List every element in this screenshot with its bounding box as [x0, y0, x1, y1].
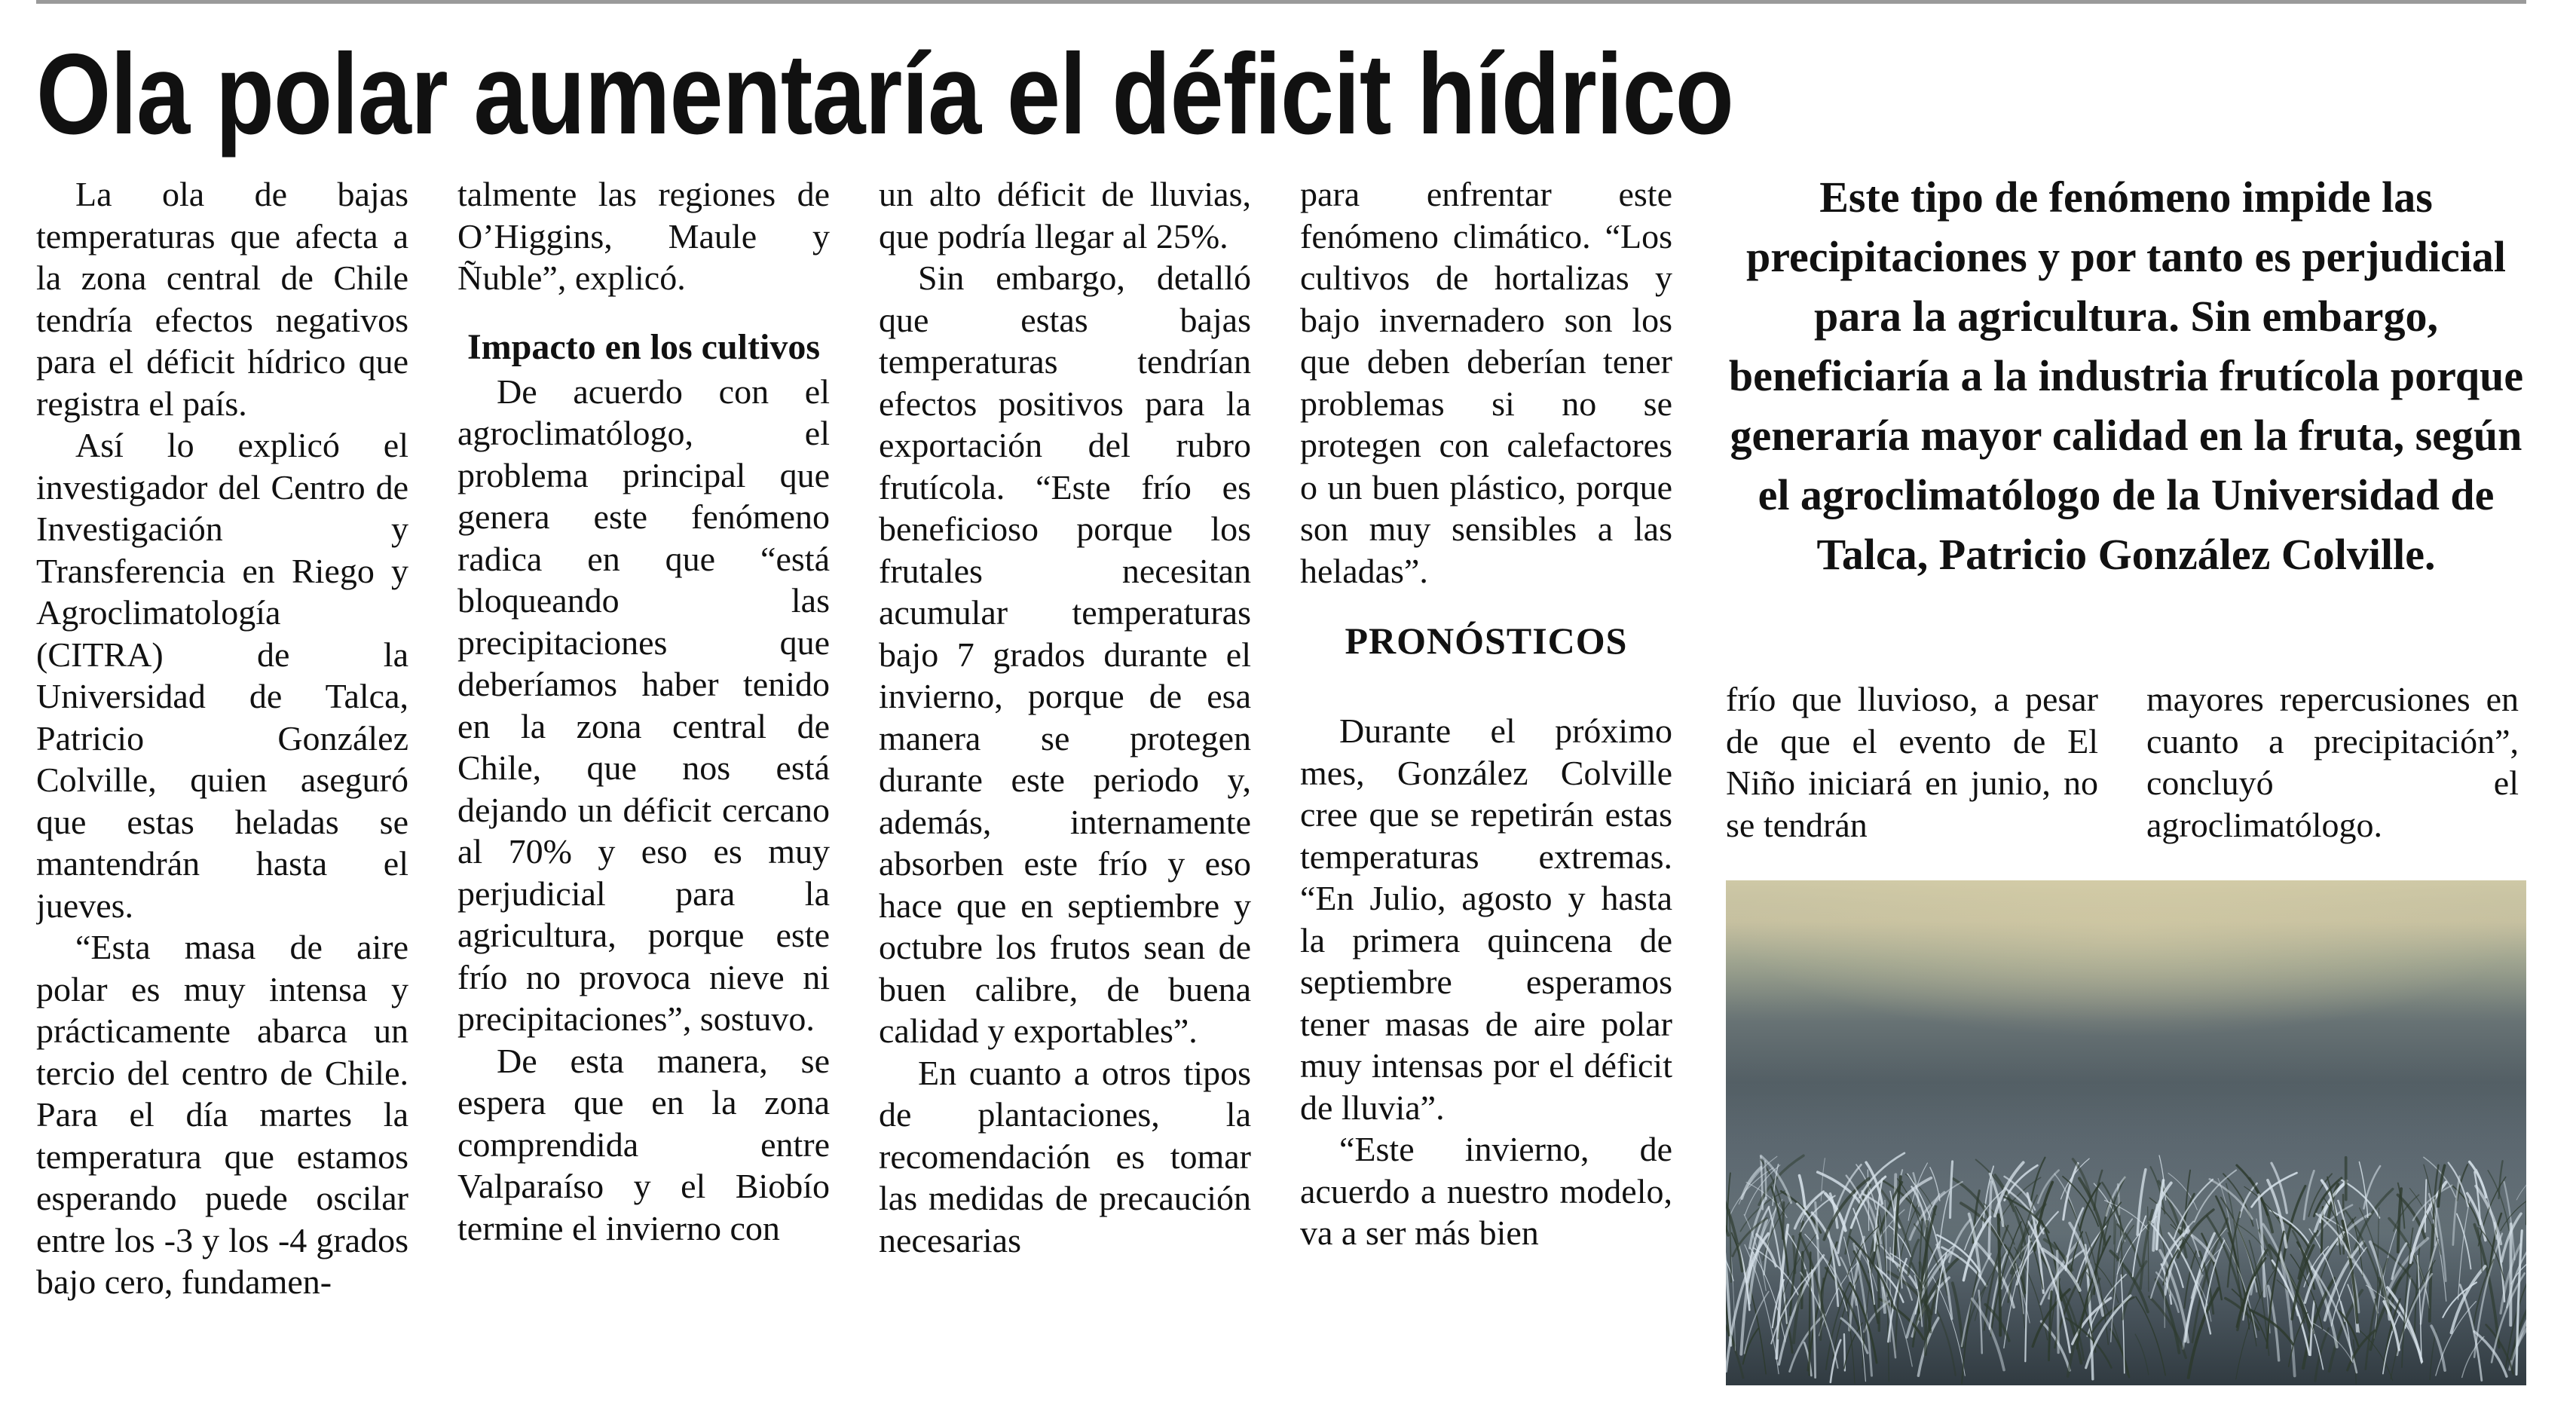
article-column-5 [1726, 678, 2098, 867]
paragraph: talmente las regiones de O’Higgins, Maule y Ñuble”, explicó. [457, 175, 830, 297]
paragraph: De acuerdo con el agroclimatólogo, el problema principal que genera este fenómeno radica en que “está bloqueando las precipitaciones que deberíamos haber tenido en la zona central de Chile, que nos está dejando un déficit cercano al 70% y eso es muy perjudicial para la agricultura, porque este frío no provoca nieve ni precipitaciones”, sostuvo. [457, 372, 830, 1038]
paragraph: Sin embargo, detalló que estas bajas temperaturas tendrían efectos positivos para la exportación del rubro frutícola. “Este frío es beneficioso porque los frutales necesitan acumular temperaturas bajo 7 grados durante el invierno, porque de esa manera se protegen durante este periodo y, además, internamente absorben este frío y eso hace que en septiembre y octubre los frutos sean de buen calibre, de buena calidad y exportables”. [879, 259, 1251, 1050]
paragraph: En cuanto a otros tipos de plantaciones, la recomendación es tomar las medidas de precaución necesarias [879, 1053, 1251, 1259]
paragraph: “Este invierno, de acuerdo a nuestro modelo, va a ser más bien [1300, 1130, 1672, 1252]
paragraph: Así lo explicó el investigador del Centro de Investigación y Transferencia en Riego y Agroclimatología (CITRA) de la Universidad de Talca, Patricio González Colville, quien aseguró que estas heladas se mantendrán hasta el jueves. [36, 426, 408, 925]
paragraph: un alto déficit de lluvias, que podría llegar al 25%. [879, 175, 1251, 256]
grass-blade [1765, 1161, 1766, 1199]
paragraph: De esta manera, se espera que en la zona comprendida entre Valparaíso y el Biobío termine el invierno con [457, 1041, 830, 1247]
article-column-2 [457, 173, 830, 1349]
article-column-3 [879, 173, 1251, 1349]
paragraph: para enfrentar este fenómeno climático. “Los cultivos de hortalizas y bajo invernadero son los que deben deberían tener problemas si no se protegen con calefactores o un buen plástico, porque son muy sensibles a las heladas”. [1300, 175, 1672, 590]
top-rule [36, 0, 2526, 4]
paragraph: La ola de bajas temperaturas que afecta a la zona central de Chile tendría efectos negativos para el déficit hídrico que registra el país. [36, 175, 408, 423]
grass-blade [1926, 1221, 1927, 1354]
article-column-4 [1300, 173, 1672, 1349]
paragraph: frío que lluvioso, a pesar de que el evento de El Niño iniciará en junio, no se tendrán [1726, 680, 2098, 844]
section-heading: PRONÓSTICOS [1345, 620, 1628, 662]
paragraph: “Esta masa de aire polar es muy intensa y prácticamente abarca un tercio del centro de Chile. Para el día martes la temperatura que estamos esperando puede oscilar entre los -3 y los -4 grados bajo cero, fundamen- [36, 928, 408, 1301]
pull-quote: Este tipo de fenómeno impide las precipitaciones y por tanto es perjudicial para la agricultura. Sin embargo, beneficiaría a la industria frutícola porque generaría mayor calidad en la fruta, según el agroclimatólogo de la Universidad de Talca, Patricio González Colville. [1728, 173, 2524, 579]
frost-grass-photo [1726, 880, 2526, 1385]
paragraph: mayores repercusiones en cuanto a precipitación”, concluyó el agroclimatólogo. [2146, 680, 2519, 844]
headline: Ola polar aumentaría el déficit hídrico [36, 30, 1733, 158]
article-column-6 [2146, 678, 2519, 867]
grass-blade [2057, 1251, 2059, 1353]
frost-grass-illustration [1726, 880, 2526, 1385]
grass-blade [2023, 1247, 2024, 1296]
paragraph: Durante el próximo mes, González Colville cree que se repetirán estas temperaturas extremas. “En Julio, agosto y hasta la primera quincena de septiembre esperamos tener masas de aire polar muy intensas por el déficit de lluvia”. [1300, 712, 1672, 1127]
section-heading: Impacto en los cultivos [467, 326, 820, 367]
article-column-1 [36, 173, 408, 1349]
